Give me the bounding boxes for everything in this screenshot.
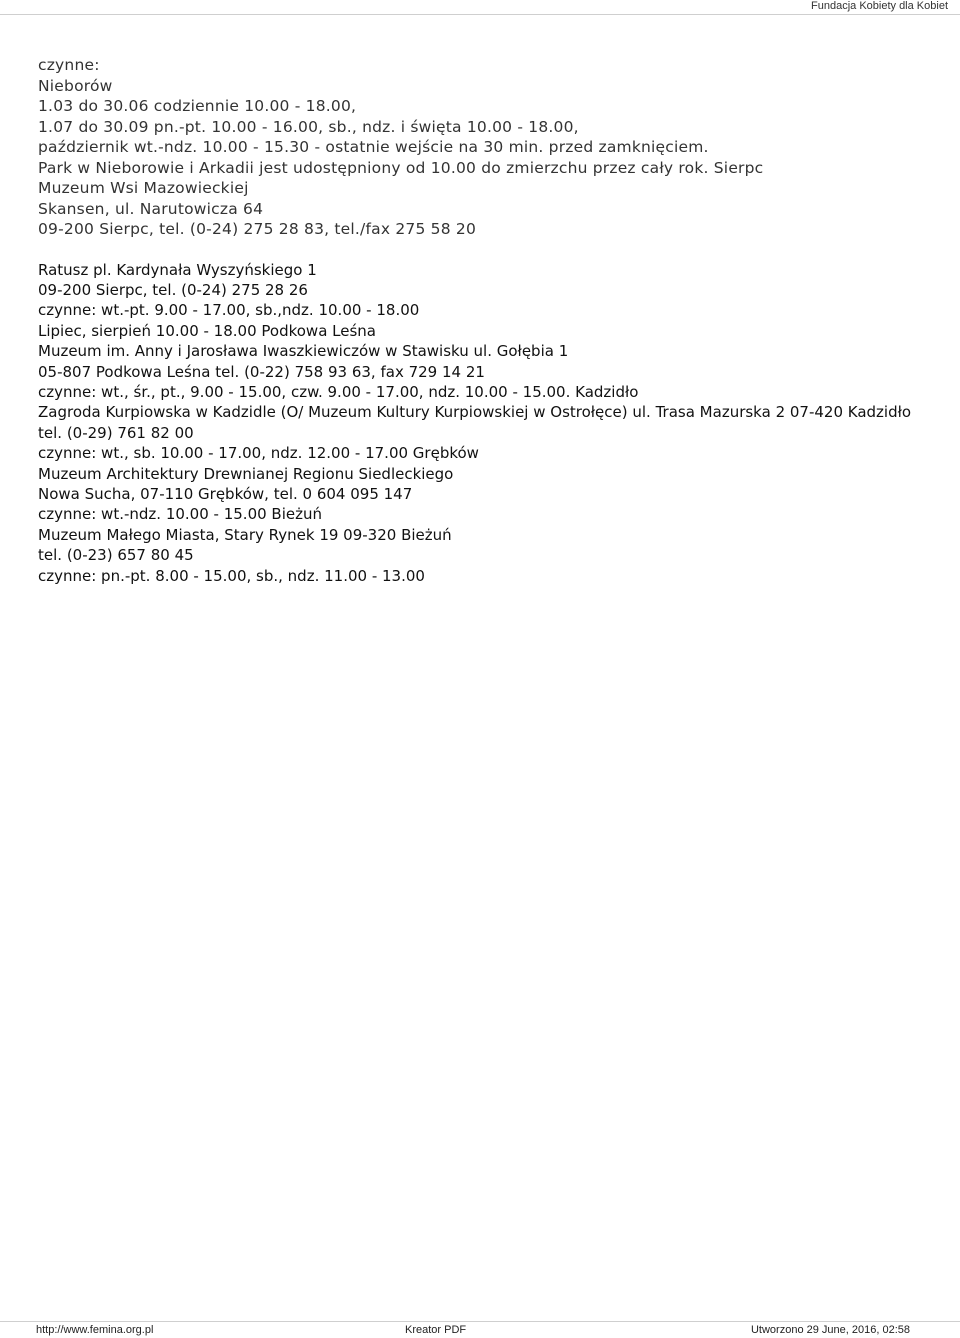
text-line: czynne: pn.-pt. 8.00 - 15.00, sb., ndz. 11.00 - 13.00 xyxy=(38,566,425,585)
text-line: Park w Nieborowie i Arkadii jest udostępniony od 10.00 do zmierzchu przez cały rok. Sierpc xyxy=(38,158,764,177)
text-line: tel. (0-29) 761 82 00 xyxy=(38,423,194,442)
text-line: czynne: xyxy=(38,56,100,74)
text-line: 05-807 Podkowa Leśna tel. (0-22) 758 93 63, fax 729 14 21 xyxy=(38,362,485,381)
text-line: czynne: wt., śr., pt., 9.00 - 15.00, czw. 9.00 - 17.00, ndz. 10.00 - 15.00. Kadzidło xyxy=(38,382,639,401)
text-line: Lipiec, sierpień 10.00 - 18.00 Podkowa Leśna xyxy=(38,321,376,340)
text-line: Zagroda Kurpiowska w Kadzidle (O/ Muzeum Kultury Kurpiowskiej w Ostrołęce) ul. Trasa Mazurska 2 07-420 Kadzidło xyxy=(38,403,912,422)
text-line: Muzeum Małego Miasta, Stary Rynek 19 09-320 Bieżuń xyxy=(38,525,452,544)
text-line: 09-200 Sierpc, tel. (0-24) 275 28 26 xyxy=(38,280,308,299)
text-line: tel. (0-23) 657 80 45 xyxy=(38,546,194,565)
document-body xyxy=(38,55,938,586)
museums-list-section xyxy=(32,260,938,587)
text-line: Nowa Sucha, 07-110 Grębków, tel. 0 604 095 147 xyxy=(38,484,413,503)
text-line: Muzeum Wsi Mazowieckiej xyxy=(38,179,249,197)
text-line: 1.07 do 30.09 pn.-pt. 10.00 - 16.00, sb., ndz. i święta 10.00 - 18.00, xyxy=(38,117,579,136)
header-divider xyxy=(0,14,960,15)
footer-url: http://www.femina.org.pl xyxy=(36,1324,154,1336)
text-line: Muzeum im. Anny i Jarosława Iwaszkiewiczów w Stawisku ul. Gołębia 1 xyxy=(38,342,569,361)
text-line: 1.03 do 30.06 codziennie 10.00 - 18.00, xyxy=(38,97,357,115)
page-header: Fundacja Kobiety dla Kobiet xyxy=(811,0,948,12)
text-line: czynne: wt.-pt. 9.00 - 17.00, sb.,ndz. 10.00 - 18.00 xyxy=(38,301,420,320)
text-line: październik wt.-ndz. 10.00 - 15.30 - ostatnie wejście na 30 min. przed zamknięciem. xyxy=(38,138,709,156)
text-line: Muzeum Architektury Drewnianej Regionu Siedleckiego xyxy=(38,464,454,483)
text-line: Skansen, ul. Narutowicza 64 xyxy=(38,199,264,218)
text-line: czynne: wt., sb. 10.00 - 17.00, ndz. 12.00 - 17.00 Grębków xyxy=(38,444,479,463)
footer-created-date: Utworzono 29 June, 2016, 02:58 xyxy=(750,1324,910,1336)
text-line: 09-200 Sierpc, tel. (0-24) 275 28 83, tel./fax 275 58 20 xyxy=(38,220,477,238)
text-line: czynne: wt.-ndz. 10.00 - 15.00 Bieżuń xyxy=(38,505,323,524)
text-line: Nieborów xyxy=(38,76,113,95)
nieborow-sierpc-section xyxy=(38,55,938,240)
footer-divider xyxy=(0,1321,960,1322)
text-line: Ratusz pl. Kardynała Wyszyńskiego 1 xyxy=(38,260,317,279)
footer-generator: Kreator PDF xyxy=(405,1324,467,1336)
